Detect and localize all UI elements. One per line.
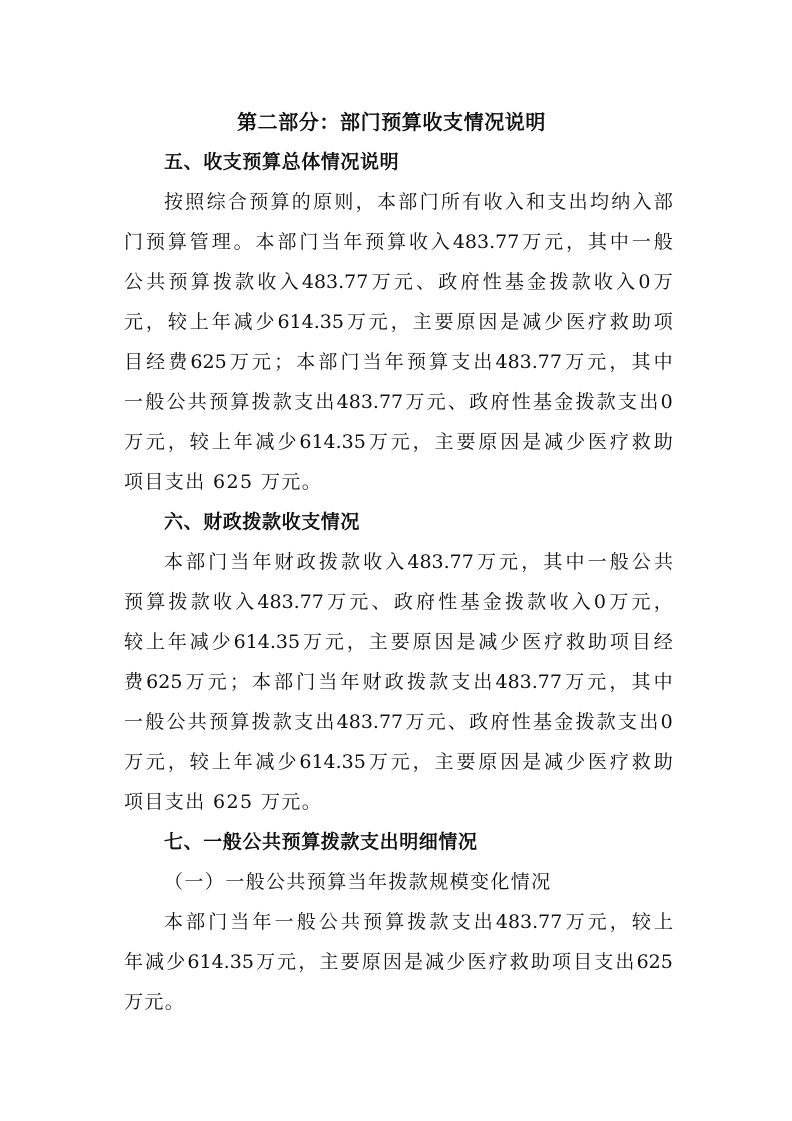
paragraph-line: 预 算 拨 款 收 入 483.77 万 元 、 政 府 性 基 金 拨 款 收 入 0 万 元 ， — [124, 591, 673, 613]
paragraph-line: 元 ， 较 上 年 减 少 614.35 万 元 ， 主 要 原 因 是 减 少 医 疗 救 助 项 — [124, 311, 673, 333]
paragraph-line: 一 般 公 共 预 算 拨 款 支 出 483.77 万 元 、 政 府 性 基 金 拨 款 支 出 0 — [124, 711, 673, 733]
paragraph-line: 年 减 少 614.35 万 元 ， 主 要 原 因 是 减 少 医 疗 救 助 项 目 支 出 625 — [124, 951, 673, 973]
subsection-heading: （一）一般公共预算当年拨款规模变化情况 — [164, 871, 552, 893]
paragraph-line: 目 经 费 625 万 元 ； 本 部 门 当 年 预 算 支 出 483.77 万 元 ， 其 中 — [124, 351, 673, 373]
paragraph-line: 万元。 — [124, 991, 186, 1013]
paragraph-line: 万 元 ， 较 上 年 减 少 614.35 万 元 ， 主 要 原 因 是 减 少 医 疗 救 助 — [124, 751, 673, 773]
section-heading-7: 七、一般公共预算拨款支出明细情况 — [164, 831, 478, 853]
paragraph-line: 项目支出 625 万元。 — [124, 791, 323, 813]
section-heading-5: 五、收支预算总体情况说明 — [164, 151, 400, 173]
paragraph-line: 按 照 综 合 预 算 的 原 则 ， 本 部 门 所 有 收 入 和 支 出 均 纳 入 部 — [164, 191, 673, 213]
paragraph-line: 万 元 ， 较 上 年 减 少 614.35 万 元 ， 主 要 原 因 是 减 少 医 疗 救 助 — [124, 431, 673, 453]
paragraph-line: 一 般 公 共 预 算 拨 款 支 出 483.77 万 元 、 政 府 性 基 金 拨 款 支 出 0 — [124, 391, 673, 413]
paragraph-line: 项目支出 625 万元。 — [124, 471, 323, 493]
paragraph-line: 费 625 万 元 ； 本 部 门 当 年 财 政 拨 款 支 出 483.77 万 元 ， 其 中 — [124, 671, 673, 693]
paragraph-line: 公 共 预 算 拨 款 收 入 483.77 万 元 、 政 府 性 基 金 拨 款 收 入 0 万 — [124, 271, 673, 293]
paragraph-line: 较 上 年 减 少 614.35 万 元 ， 主 要 原 因 是 减 少 医 疗 救 助 项 目 经 — [124, 631, 673, 653]
paragraph-line: 本 部 门 当 年 财 政 拨 款 收 入 483.77 万 元 ， 其 中 一 般 公 共 — [164, 551, 673, 573]
page-title: 第二部分：部门预算收支情况说明 — [237, 110, 546, 134]
section-heading-6: 六、财政拨款收支情况 — [164, 511, 361, 533]
paragraph-line: 本 部 门 当 年 一 般 公 共 预 算 拨 款 支 出 483.77 万 元 ， 较 上 — [164, 911, 673, 933]
paragraph-line: 门 预 算 管 理 。 本 部 门 当 年 预 算 收 入 483.77 万 元 ， 其 中 一 般 — [124, 231, 673, 253]
